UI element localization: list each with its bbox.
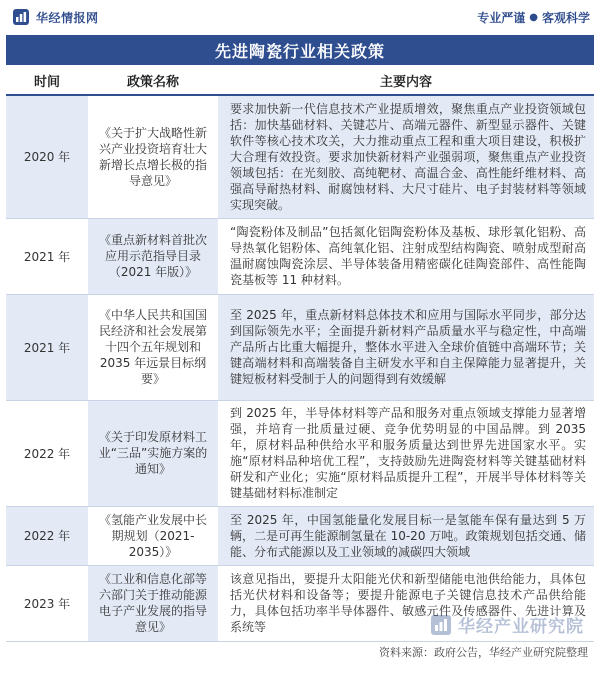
row-content: 要求加快新一代信息技术产业提质增效，聚焦重点产业投资领域包括：加快基础材料、关键芯片、高端元器件、新型显示器件、关键软件等核心技术攻关，大力推动重点工程和重大项目建设，积极扩大合理有效投资。要求加快新材料产业强弱项，聚焦重点产业投资领域包括：在光刻胶、高纯靶材、高温合金、高性能纤维材料、高强高导耐热材料、耐腐蚀材料、大尺寸硅片、电子封装材料等领域实现突破。 [218, 95, 594, 218]
row-year: 2023 年 [6, 565, 88, 641]
row-content: 到 2025 年，半导体材料等产品和服务对重点领域支撑能力显著增强，并培育一批质量过硬、竞争优势明显的中国品牌。到 2035 年，原材料品种供给水平和服务质量达到世界先进国家水平。实施“原材料品种培优工程”，支持鼓励先进陶瓷材料等关键基础材料研发和产业化；实施“原材料品质提升工程”，开展半导体材料等关键基础材料标准制定 [218, 400, 594, 506]
brand-logo-icon [12, 8, 30, 26]
watermark-text: 华经产业研究院 [458, 617, 584, 637]
brand [12, 8, 99, 26]
table-row [6, 294, 594, 400]
row-policy-name: 《氢能产业发展中长期规划（2021-2035）》 [88, 506, 218, 565]
column-header-time: 时间 [6, 67, 88, 95]
slogan-separator-icon: ● [529, 11, 538, 23]
policy-table [6, 67, 594, 642]
row-year: 2022 年 [6, 400, 88, 506]
table-row [6, 95, 594, 218]
table-title: 先进陶瓷行业相关政策 [6, 35, 594, 65]
row-year: 2021 年 [6, 294, 88, 400]
top-bar [0, 0, 600, 34]
row-year: 2021 年 [6, 218, 88, 294]
column-header-policy-name: 政策名称 [88, 67, 218, 95]
watermark-logo-icon [430, 614, 452, 636]
row-policy-name: 《重点新材料首批次应用示范指导目录（2021 年版）》 [88, 218, 218, 294]
row-content: 该意见指出，要提升太阳能光伏和新型储能电池供给能力，具体包括光伏材料和设备等；要提升能源电子关键信息技术产品供给能力，具体包括功率半导体器件、敏感元件及传感器件、先进计算及系统等 [218, 565, 594, 641]
row-content: 至 2025 年，重点新材料总体技术和应用与国际水平同步，部分达到国际领先水平；全面提升新材料产品质量水平与稳定性，中高端产品所占比重大幅提升，整体水平进入全球价值链中高端环节；关键高端材料和高端装备自主研发水平和自主保障能力显著提升，关键短板材料受制于人的问题得到有效缓解 [218, 294, 594, 400]
slogan-right: 客观科学 [541, 10, 590, 25]
slogan-left: 专业严谨 [477, 10, 526, 25]
row-year: 2022 年 [6, 506, 88, 565]
watermark [430, 612, 584, 637]
row-year: 2020 年 [6, 95, 88, 218]
row-content: “陶瓷粉体及制品”包括氮化铝陶瓷粉体及基板、球形氧化铝粉、高导热氧化铝粉体、高纯氧化铝、注射成型结构陶瓷、喷射成型耐高温耐腐蚀陶瓷涂层、半导体装备用精密碳化硅陶瓷部件、高性能陶瓷基板等 11 种材料。 [218, 218, 594, 294]
source-note: 资料来源：政府公告，华经产业研究院整理 [379, 646, 588, 659]
row-policy-name: 《关于印发原材料工业“三品”实施方案的通知》 [88, 400, 218, 506]
slogan [477, 9, 590, 26]
column-header-content: 主要内容 [218, 67, 594, 95]
brand-name: 华经情报网 [36, 10, 99, 25]
table-row [6, 400, 594, 506]
table-row [6, 218, 594, 294]
table-header-row [6, 67, 594, 95]
row-policy-name: 《中华人民共和国国民经济和社会发展第十四个五年规划和 2035 年远景目标纲要》 [88, 294, 218, 400]
table-row [6, 506, 594, 565]
row-content: 至 2025 年，中国氢能量化发展目标一是氢能车保有量达到 5 万辆，二是可再生能源制氢量在 10-20 万吨。政策规划包括交通、储能、分布式能源以及工业领域的减碳四大领域 [218, 506, 594, 565]
row-policy-name: 《工业和信息化部等六部门关于推动能源电子产业发展的指导意见》 [88, 565, 218, 641]
row-policy-name: 《关于扩大战略性新兴产业投资培育壮大新增长点增长极的指导意见》 [88, 95, 218, 218]
